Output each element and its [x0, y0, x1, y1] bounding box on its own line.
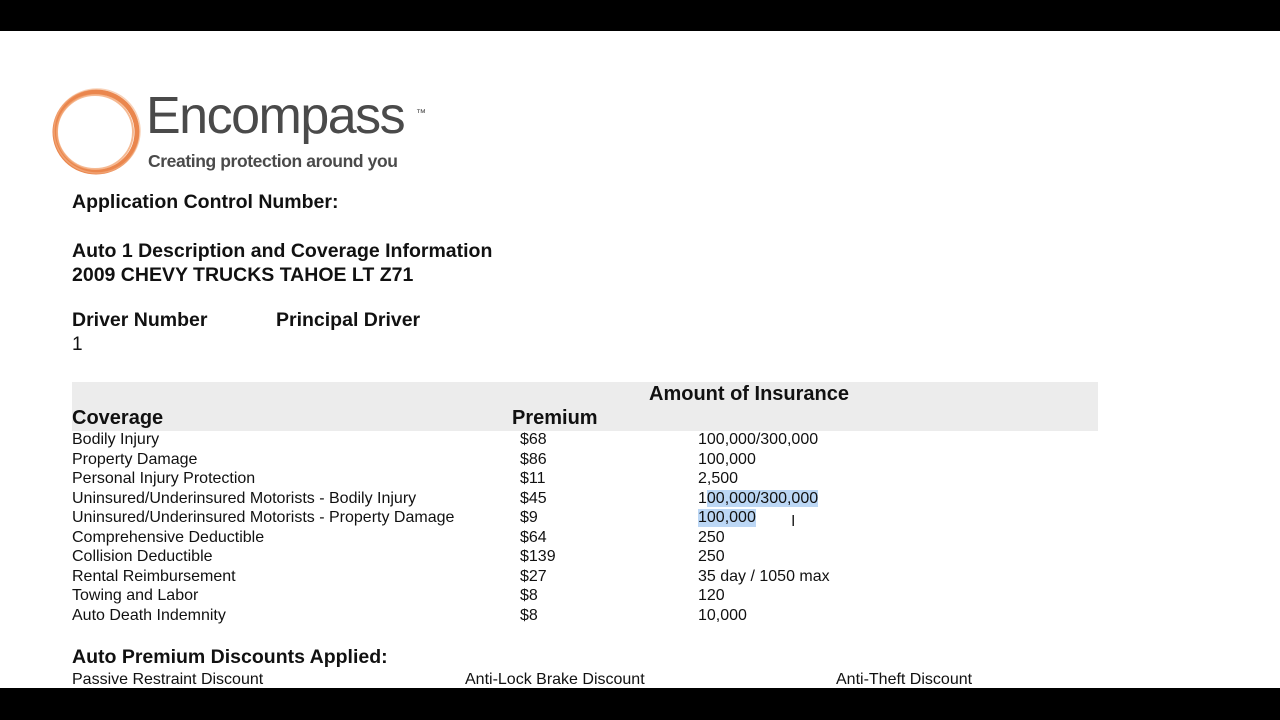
- coverage-cell: Collision Deductible: [72, 548, 213, 565]
- premium-cell: $9: [520, 509, 538, 526]
- app-control-label: Application Control Number:: [72, 191, 339, 213]
- document-page: [0, 31, 1280, 688]
- table-row: [72, 490, 1072, 510]
- tagline: Creating protection around you: [148, 151, 398, 171]
- premium-cell: $86: [520, 451, 547, 468]
- premium-cell: $68: [520, 431, 547, 448]
- coverage-cell: Property Damage: [72, 451, 198, 468]
- premium-cell: $64: [520, 529, 547, 546]
- coverage-header: Coverage: [72, 407, 164, 429]
- table-header: [72, 382, 1098, 431]
- amount-cell: 100,000: [698, 451, 756, 468]
- table-row: [72, 470, 1072, 490]
- driver-number-label: Driver Number: [72, 309, 208, 331]
- amount-cell[interactable]: [698, 490, 818, 508]
- amount-cell: 2,500: [698, 470, 739, 487]
- premium-cell: $45: [520, 490, 547, 507]
- encompass-logo: [50, 86, 430, 181]
- coverage-cell: Comprehensive Deductible: [72, 529, 265, 546]
- amount-cell: 120: [698, 587, 725, 604]
- premium-cell: $27: [520, 568, 547, 585]
- coverage-cell: Rental Reimbursement: [72, 568, 236, 585]
- premium-cell: $11: [520, 470, 546, 487]
- vehicle-description: 2009 CHEVY TRUCKS TAHOE LT Z71: [72, 264, 414, 286]
- premium-cell: $139: [520, 548, 556, 565]
- text-cursor-icon: I: [791, 513, 796, 530]
- premium-cell: $8: [520, 607, 538, 624]
- auto-heading: Auto 1 Description and Coverage Information: [72, 240, 493, 262]
- driver-number-value: 1: [72, 334, 83, 355]
- principal-driver-label: Principal Driver: [276, 309, 421, 331]
- table-row: [72, 509, 1072, 529]
- table-row: [72, 529, 1072, 549]
- table-row: [72, 548, 1072, 568]
- coverage-cell: Uninsured/Underinsured Motorists - Bodily Injury: [72, 490, 417, 507]
- coverage-cell: Personal Injury Protection: [72, 470, 256, 487]
- amount-cell: 250: [698, 548, 725, 565]
- coverage-cell: Bodily Injury: [72, 431, 160, 448]
- discount-item: Anti-Theft Discount: [836, 671, 973, 688]
- premium-cell: $8: [520, 587, 538, 604]
- coverage-cell: Auto Death Indemnity: [72, 607, 226, 624]
- premium-header: Premium: [512, 407, 598, 429]
- table-row: [72, 451, 1072, 471]
- discount-item: Anti-Lock Brake Discount: [465, 671, 645, 688]
- table-row: [72, 431, 1072, 451]
- discount-item: Passive Restraint Discount: [72, 671, 264, 688]
- table-row: [72, 607, 1072, 627]
- amount-header: Amount of Insurance: [649, 383, 850, 405]
- coverage-cell: Uninsured/Underinsured Motorists - Property Damage: [72, 509, 455, 526]
- trademark: ™: [416, 108, 426, 119]
- amount-unselected-text: 1: [698, 490, 707, 507]
- table-row: [72, 568, 1072, 588]
- discounts-heading: Auto Premium Discounts Applied:: [72, 646, 388, 668]
- amount-cell: 100,000/300,000: [698, 431, 819, 448]
- coverage-cell: Towing and Labor: [72, 587, 199, 604]
- selected-text[interactable]: 00,000/300,000: [706, 490, 819, 507]
- brand-name: Encompass: [146, 87, 405, 145]
- orange-ring-icon: [50, 86, 150, 181]
- amount-cell: 35 day / 1050 max: [698, 568, 830, 585]
- selected-text[interactable]: 100,000: [698, 509, 756, 526]
- amount-cell: 10,000: [698, 607, 747, 624]
- table-row: [72, 587, 1072, 607]
- amount-cell: 250: [698, 529, 725, 546]
